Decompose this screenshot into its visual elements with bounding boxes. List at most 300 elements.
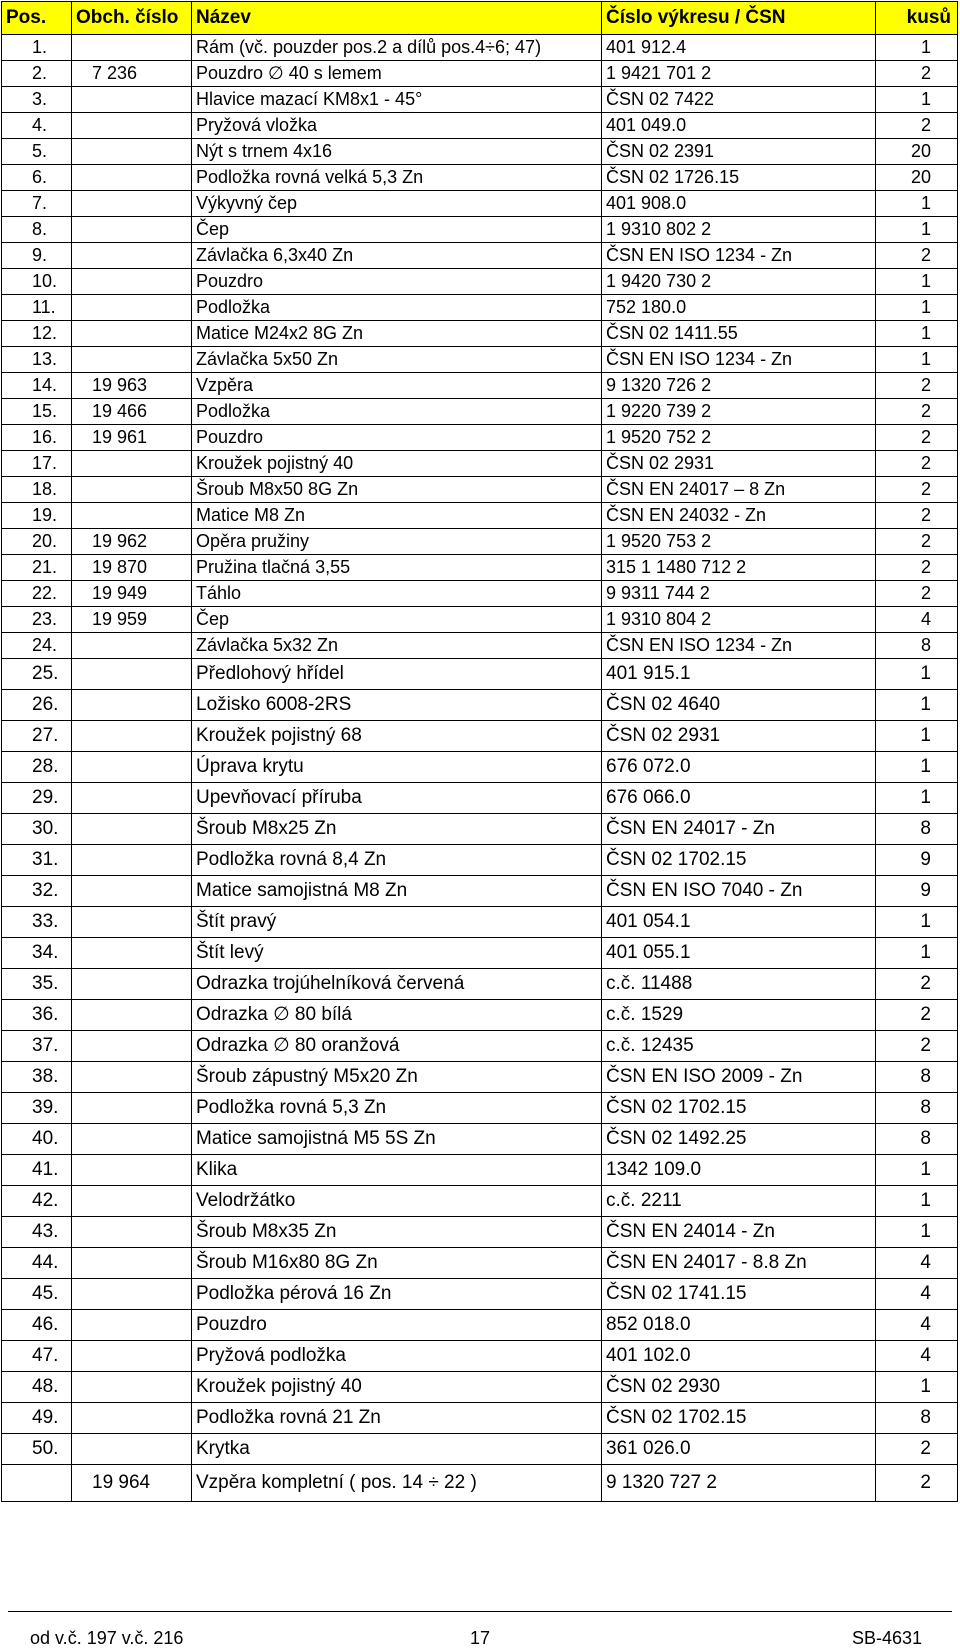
cell-pos: 29. [2,783,72,814]
cell-nazev: Podložka rovná 8,4 Zn [192,845,602,876]
cell-nazev: Matice M8 Zn [192,503,602,529]
cell-nazev: Podložka [192,399,602,425]
table-row [2,191,958,217]
cell-kusu: 1 [876,35,958,61]
cell-cislo-vykresu: ČSN 02 2931 [602,451,876,477]
cell-kusu: 1 [876,1372,958,1403]
table-row [2,1310,958,1341]
table-row [2,783,958,814]
cell-nazev: Podložka rovná velká 5,3 Zn [192,165,602,191]
cell-nazev: Čep [192,217,602,243]
cell-obch-cislo [72,969,192,1000]
cell-obch-cislo [72,139,192,165]
cell-pos: 45. [2,1279,72,1310]
cell-cislo-vykresu: c.č. 12435 [602,1031,876,1062]
cell-pos: 42. [2,1186,72,1217]
cell-obch-cislo [72,503,192,529]
cell-obch-cislo [72,1093,192,1124]
cell-pos: 40. [2,1124,72,1155]
cell-kusu: 9 [876,876,958,907]
cell-nazev: Závlačka 5x32 Zn [192,633,602,659]
header-row [2,2,958,35]
cell-cislo-vykresu: 401 912.4 [602,35,876,61]
footer-page-number: 17 [470,1628,491,1648]
cell-kusu: 1 [876,1217,958,1248]
cell-obch-cislo [72,814,192,845]
cell-pos: 36. [2,1000,72,1031]
cell-pos: 35. [2,969,72,1000]
table-body [2,35,958,1502]
cell-obch-cislo [72,1031,192,1062]
cell-kusu: 1 [876,87,958,113]
parts-table [1,1,958,1502]
cell-kusu: 1 [876,938,958,969]
table-row [2,87,958,113]
cell-nazev: Odrazka trojúhelníková červená [192,969,602,1000]
cell-cislo-vykresu: ČSN EN 24017 - 8.8 Zn [602,1248,876,1279]
cell-obch-cislo [72,659,192,690]
cell-kusu: 4 [876,1248,958,1279]
cell-nazev: Závlačka 6,3x40 Zn [192,243,602,269]
cell-obch-cislo [72,87,192,113]
cell-cislo-vykresu: 852 018.0 [602,1310,876,1341]
cell-nazev: Čep [192,607,602,633]
table-row [2,269,958,295]
cell-cislo-vykresu: ČSN EN 24017 - Zn [602,814,876,845]
table-row [2,165,958,191]
footer-range: od v.č. 197 v.č. 216 [30,1628,184,1648]
cell-cislo-vykresu: 401 054.1 [602,907,876,938]
cell-nazev: Ložisko 6008-2RS [192,690,602,721]
table-row [2,1062,958,1093]
cell-cislo-vykresu: 401 102.0 [602,1341,876,1372]
cell-obch-cislo [72,1279,192,1310]
cell-obch-cislo: 19 959 [72,607,192,633]
cell-obch-cislo: 19 949 [72,581,192,607]
cell-kusu: 1 [876,783,958,814]
cell-obch-cislo [72,1372,192,1403]
footer-rule [8,1611,952,1612]
table-row [2,35,958,61]
table-row [2,1124,958,1155]
cell-cislo-vykresu: ČSN EN ISO 1234 - Zn [602,243,876,269]
cell-nazev: Matice M24x2 8G Zn [192,321,602,347]
table-row [2,425,958,451]
cell-cislo-vykresu: ČSN 02 1741.15 [602,1279,876,1310]
cell-nazev: Táhlo [192,581,602,607]
cell-kusu: 2 [876,529,958,555]
table-row [2,295,958,321]
cell-nazev: Kroužek pojistný 40 [192,451,602,477]
cell-kusu: 8 [876,1403,958,1434]
cell-pos: 10. [2,269,72,295]
cell-kusu: 8 [876,1124,958,1155]
table-row [2,907,958,938]
cell-nazev: Podložka rovná 21 Zn [192,1403,602,1434]
cell-obch-cislo: 19 961 [72,425,192,451]
table-row [2,1093,958,1124]
table-row [2,633,958,659]
table-row [2,1341,958,1372]
table-row [2,217,958,243]
cell-cislo-vykresu: 676 072.0 [602,752,876,783]
cell-cislo-vykresu: c.č. 1529 [602,1000,876,1031]
cell-nazev: Nýt s trnem 4x16 [192,139,602,165]
cell-nazev: Pryžová vložka [192,113,602,139]
table-row [2,1372,958,1403]
cell-obch-cislo [72,1217,192,1248]
cell-obch-cislo [72,321,192,347]
cell-nazev: Kroužek pojistný 68 [192,721,602,752]
header-nazev: Název [192,2,602,35]
cell-nazev: Pouzdro [192,1310,602,1341]
cell-cislo-vykresu: ČSN 02 4640 [602,690,876,721]
table-row [2,1248,958,1279]
cell-obch-cislo [72,907,192,938]
cell-pos: 24. [2,633,72,659]
cell-cislo-vykresu: ČSN 02 1702.15 [602,845,876,876]
table-row [2,969,958,1000]
cell-cislo-vykresu: ČSN 02 1726.15 [602,165,876,191]
cell-nazev: Pružina tlačná 3,55 [192,555,602,581]
cell-kusu: 8 [876,1062,958,1093]
cell-cislo-vykresu: 1 9310 804 2 [602,607,876,633]
cell-cislo-vykresu: c.č. 2211 [602,1186,876,1217]
cell-pos: 32. [2,876,72,907]
cell-cislo-vykresu: c.č. 11488 [602,969,876,1000]
cell-pos: 38. [2,1062,72,1093]
cell-cislo-vykresu: ČSN EN ISO 2009 - Zn [602,1062,876,1093]
cell-nazev: Velodržátko [192,1186,602,1217]
cell-cislo-vykresu: 9 9311 744 2 [602,581,876,607]
cell-pos: 4. [2,113,72,139]
table-row [2,477,958,503]
cell-nazev: Odrazka ∅ 80 bílá [192,1000,602,1031]
cell-cislo-vykresu: 401 915.1 [602,659,876,690]
table-row [2,1403,958,1434]
cell-pos: 9. [2,243,72,269]
cell-nazev: Šroub M16x80 8G Zn [192,1248,602,1279]
cell-cislo-vykresu: ČSN 02 2931 [602,721,876,752]
cell-nazev: Šroub M8x25 Zn [192,814,602,845]
cell-obch-cislo [72,191,192,217]
cell-pos: 7. [2,191,72,217]
cell-cislo-vykresu: 752 180.0 [602,295,876,321]
cell-nazev: Štít levý [192,938,602,969]
table-row [2,690,958,721]
cell-obch-cislo [72,1248,192,1279]
cell-kusu: 2 [876,1434,958,1465]
header-obch-cislo: Obch. číslo [72,2,192,35]
table-row [2,61,958,87]
cell-obch-cislo [72,938,192,969]
table-row [2,659,958,690]
cell-pos: 26. [2,690,72,721]
cell-pos: 34. [2,938,72,969]
cell-kusu: 1 [876,752,958,783]
cell-pos: 41. [2,1155,72,1186]
cell-pos: 15. [2,399,72,425]
cell-cislo-vykresu: ČSN EN 24017 – 8 Zn [602,477,876,503]
cell-nazev: Výkyvný čep [192,191,602,217]
cell-cislo-vykresu: 9 1320 727 2 [602,1465,876,1502]
cell-obch-cislo [72,1434,192,1465]
cell-kusu: 2 [876,969,958,1000]
cell-kusu: 2 [876,113,958,139]
table-row [2,1279,958,1310]
cell-nazev: Krytka [192,1434,602,1465]
table-row [2,451,958,477]
cell-obch-cislo [72,876,192,907]
cell-pos: 37. [2,1031,72,1062]
cell-pos: 33. [2,907,72,938]
cell-kusu: 2 [876,1465,958,1502]
table-row [2,814,958,845]
cell-kusu: 2 [876,373,958,399]
cell-kusu: 1 [876,347,958,373]
cell-kusu: 1 [876,690,958,721]
cell-obch-cislo [72,243,192,269]
cell-kusu: 2 [876,243,958,269]
header-cislo-vykresu: Číslo výkresu / ČSN [602,2,876,35]
table-row [2,113,958,139]
cell-obch-cislo: 19 962 [72,529,192,555]
cell-pos: 31. [2,845,72,876]
cell-nazev: Opěra pružiny [192,529,602,555]
cell-obch-cislo: 19 466 [72,399,192,425]
table-row [2,876,958,907]
cell-cislo-vykresu: 361 026.0 [602,1434,876,1465]
cell-kusu: 4 [876,607,958,633]
cell-nazev: Rám (vč. pouzder pos.2 a dílů pos.4÷6; 47) [192,35,602,61]
cell-kusu: 8 [876,814,958,845]
cell-kusu: 8 [876,1093,958,1124]
cell-obch-cislo [72,1124,192,1155]
cell-pos: 22. [2,581,72,607]
cell-kusu: 2 [876,581,958,607]
table-row [2,1186,958,1217]
cell-pos [2,1465,72,1502]
table-row [2,373,958,399]
cell-cislo-vykresu: ČSN 02 1702.15 [602,1093,876,1124]
cell-cislo-vykresu: ČSN 02 1492.25 [602,1124,876,1155]
cell-nazev: Klika [192,1155,602,1186]
cell-nazev: Úprava krytu [192,752,602,783]
cell-obch-cislo [72,113,192,139]
cell-nazev: Podložka [192,295,602,321]
cell-obch-cislo [72,633,192,659]
cell-obch-cislo [72,721,192,752]
cell-nazev: Podložka rovná 5,3 Zn [192,1093,602,1124]
table-header [2,2,958,35]
cell-pos: 13. [2,347,72,373]
cell-cislo-vykresu: 9 1320 726 2 [602,373,876,399]
cell-cislo-vykresu: ČSN EN 24014 - Zn [602,1217,876,1248]
cell-obch-cislo [72,690,192,721]
cell-nazev: Pouzdro [192,269,602,295]
cell-obch-cislo [72,1062,192,1093]
table-row [2,607,958,633]
table-row [2,581,958,607]
cell-cislo-vykresu: 1 9520 753 2 [602,529,876,555]
cell-cislo-vykresu: ČSN 02 2391 [602,139,876,165]
cell-kusu: 20 [876,139,958,165]
cell-obch-cislo: 19 964 [72,1465,192,1502]
cell-cislo-vykresu: 676 066.0 [602,783,876,814]
cell-cislo-vykresu: ČSN EN 24032 - Zn [602,503,876,529]
cell-nazev: Hlavice mazací KM8x1 - 45° [192,87,602,113]
cell-kusu: 1 [876,907,958,938]
cell-kusu: 9 [876,845,958,876]
cell-pos: 3. [2,87,72,113]
cell-obch-cislo [72,477,192,503]
cell-cislo-vykresu: ČSN 02 1702.15 [602,1403,876,1434]
table-row [2,1000,958,1031]
cell-pos: 17. [2,451,72,477]
cell-obch-cislo [72,783,192,814]
cell-nazev: Závlačka 5x50 Zn [192,347,602,373]
cell-pos: 46. [2,1310,72,1341]
cell-cislo-vykresu: 1342 109.0 [602,1155,876,1186]
cell-nazev: Vzpěra [192,373,602,399]
cell-kusu: 2 [876,477,958,503]
cell-obch-cislo [72,1000,192,1031]
table-row [2,1217,958,1248]
table-row [2,399,958,425]
cell-kusu: 1 [876,269,958,295]
cell-kusu: 1 [876,191,958,217]
cell-cislo-vykresu: ČSN 02 1411.55 [602,321,876,347]
cell-obch-cislo [72,1403,192,1434]
cell-pos: 12. [2,321,72,347]
cell-kusu: 4 [876,1341,958,1372]
table-row [2,752,958,783]
cell-kusu: 2 [876,1031,958,1062]
cell-cislo-vykresu: 401 908.0 [602,191,876,217]
cell-nazev: Upevňovací příruba [192,783,602,814]
cell-kusu: 2 [876,555,958,581]
table-row [2,139,958,165]
cell-pos: 25. [2,659,72,690]
cell-obch-cislo [72,1341,192,1372]
table-row [2,1465,958,1502]
cell-pos: 20. [2,529,72,555]
cell-nazev: Pouzdro [192,425,602,451]
cell-nazev: Šroub M8x50 8G Zn [192,477,602,503]
cell-obch-cislo [72,451,192,477]
cell-pos: 47. [2,1341,72,1372]
cell-nazev: Pryžová podložka [192,1341,602,1372]
cell-pos: 43. [2,1217,72,1248]
cell-cislo-vykresu: 401 049.0 [602,113,876,139]
cell-cislo-vykresu: ČSN 02 2930 [602,1372,876,1403]
cell-pos: 28. [2,752,72,783]
cell-nazev: Vzpěra kompletní ( pos. 14 ÷ 22 ) [192,1465,602,1502]
cell-nazev: Pouzdro ∅ 40 s lemem [192,61,602,87]
cell-obch-cislo [72,347,192,373]
cell-kusu: 1 [876,659,958,690]
cell-pos: 8. [2,217,72,243]
footer-doc-code: SB-4631 [851,1628,922,1648]
cell-kusu: 1 [876,721,958,752]
table-row [2,1434,958,1465]
cell-nazev: Šroub zápustný M5x20 Zn [192,1062,602,1093]
cell-obch-cislo [72,295,192,321]
cell-nazev: Odrazka ∅ 80 oranžová [192,1031,602,1062]
cell-nazev: Šroub M8x35 Zn [192,1217,602,1248]
cell-pos: 44. [2,1248,72,1279]
cell-obch-cislo [72,845,192,876]
cell-cislo-vykresu: ČSN 02 7422 [602,87,876,113]
table-row [2,845,958,876]
cell-cislo-vykresu: ČSN EN ISO 7040 - Zn [602,876,876,907]
cell-nazev: Předlohový hřídel [192,659,602,690]
cell-pos: 5. [2,139,72,165]
cell-pos: 16. [2,425,72,451]
cell-cislo-vykresu: 1 9420 730 2 [602,269,876,295]
cell-kusu: 20 [876,165,958,191]
cell-obch-cislo [72,217,192,243]
cell-kusu: 1 [876,1186,958,1217]
cell-pos: 48. [2,1372,72,1403]
table-row [2,1155,958,1186]
cell-kusu: 1 [876,295,958,321]
cell-kusu: 2 [876,503,958,529]
cell-obch-cislo [72,35,192,61]
cell-pos: 30. [2,814,72,845]
cell-kusu: 1 [876,1155,958,1186]
cell-nazev: Kroužek pojistný 40 [192,1372,602,1403]
cell-kusu: 1 [876,321,958,347]
cell-cislo-vykresu: 315 1 1480 712 2 [602,555,876,581]
cell-pos: 49. [2,1403,72,1434]
cell-kusu: 4 [876,1279,958,1310]
cell-pos: 1. [2,35,72,61]
cell-cislo-vykresu: 1 9520 752 2 [602,425,876,451]
cell-kusu: 8 [876,633,958,659]
table-row [2,721,958,752]
cell-kusu: 2 [876,425,958,451]
cell-nazev: Podložka pérová 16 Zn [192,1279,602,1310]
cell-obch-cislo: 19 963 [72,373,192,399]
table-row [2,321,958,347]
cell-pos: 27. [2,721,72,752]
cell-obch-cislo [72,1186,192,1217]
cell-pos: 21. [2,555,72,581]
table-row [2,347,958,373]
cell-kusu: 2 [876,61,958,87]
table-row [2,938,958,969]
cell-pos: 2. [2,61,72,87]
cell-cislo-vykresu: 1 9220 739 2 [602,399,876,425]
cell-kusu: 1 [876,217,958,243]
cell-nazev: Štít pravý [192,907,602,938]
cell-pos: 39. [2,1093,72,1124]
cell-nazev: Matice samojistná M8 Zn [192,876,602,907]
table-row [2,555,958,581]
cell-obch-cislo [72,1155,192,1186]
cell-obch-cislo [72,1310,192,1341]
cell-pos: 6. [2,165,72,191]
cell-cislo-vykresu: 1 9421 701 2 [602,61,876,87]
cell-kusu: 2 [876,399,958,425]
cell-obch-cislo: 7 236 [72,61,192,87]
table-row [2,1031,958,1062]
cell-cislo-vykresu: ČSN EN ISO 1234 - Zn [602,347,876,373]
cell-obch-cislo: 19 870 [72,555,192,581]
cell-cislo-vykresu: 401 055.1 [602,938,876,969]
cell-pos: 14. [2,373,72,399]
